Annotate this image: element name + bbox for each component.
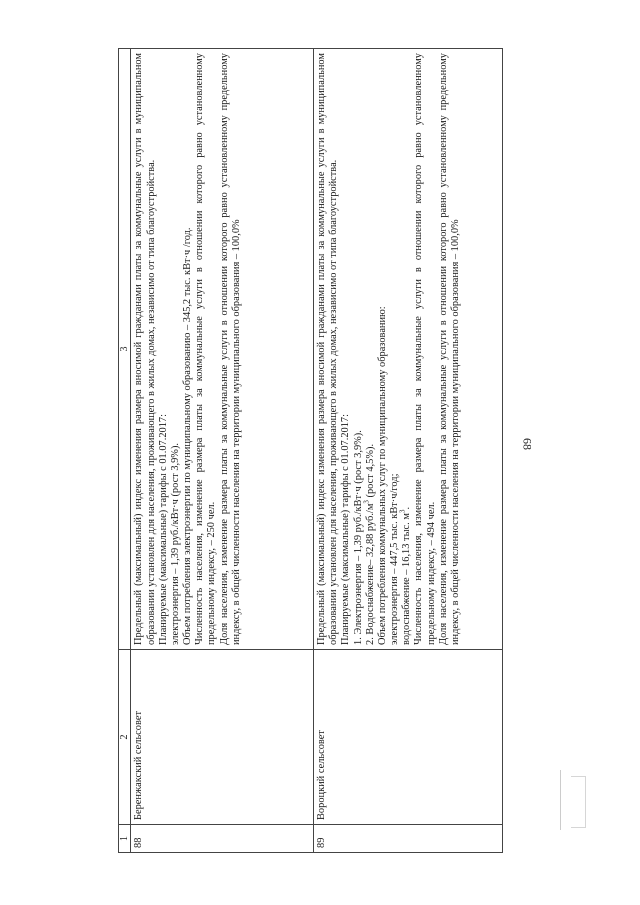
table-row	[131, 49, 314, 853]
row-text-line: Объем потребления коммунальных услуг по муниципальному образованию:	[376, 306, 388, 645]
row-description	[131, 49, 314, 650]
tariff-table	[118, 48, 503, 853]
row-text-line: электроэнергия – 1,39 руб./кВт·ч (рост 3,9%).	[169, 442, 181, 645]
header-col-3: 3	[119, 49, 131, 650]
row-text-line: Предельный (максимальный) индекс изменения размера вносимой гражданами платы за коммунальные услуги в муниципальном образовании установлен для населения, проживающего в жилых домах, независимо от типа благоустройства.	[133, 53, 157, 645]
scan-artifact	[560, 770, 561, 830]
water-tariff: 2. Водоснабжение– 32,88 руб./м	[364, 503, 376, 645]
row-text-line: электроэнергия – 447,5 тыс. кВт·ч/год;	[389, 473, 401, 645]
rotated-table-area	[118, 48, 503, 853]
cubic-superscript: 3	[398, 509, 407, 514]
row-text-line: Объем потребления электроэнергии по муниципальному образованию – 345,2 тыс. кВт·ч /год.	[182, 227, 194, 645]
row-text-line: Предельный (максимальный) индекс изменения размера вносимой гражданами платы за коммунальные услуги в муниципальном образовании установлен для населения, проживающего в жилых домах, независимо от типа благоустройства.	[316, 53, 340, 645]
row-text-line: Доля населения, изменение размера платы за коммунальные услуги в отношении которого равно установленному предельному индексу, в общей численности населения на территории муниципального образования – 100,0%	[218, 53, 242, 645]
row-text-line: 1. Электроэнергия – 1,39 руб./кВт·ч (рост 3,9%).	[352, 430, 364, 645]
header-col-2: 2	[119, 650, 131, 825]
header-col-1: 1	[119, 825, 131, 853]
scan-artifact	[571, 776, 586, 828]
row-text-line: Планируемые (максимальные) тарифы с 01.07.2017:	[157, 414, 169, 645]
row-text-line: Планируемые (максимальные) тарифы с 01.07.2017:	[340, 414, 352, 645]
row-number: 88	[131, 825, 314, 853]
row-text-line: Численность населения, изменение размера платы за коммунальные услуги в отношении которого равно установленному предельному индексу, – 250 чел.	[194, 53, 218, 645]
water-tariff-growth: (рост 4,5%).	[364, 443, 376, 501]
page-number: 68	[520, 438, 535, 450]
table-row	[314, 49, 503, 853]
row-text-line: Численность населения, изменение размера платы за коммунальные услуги в отношении которого равно установленному предельному индексу, – 494 чел.	[413, 53, 437, 645]
cubic-superscript: 3	[362, 500, 371, 504]
water-volume-tail: .	[401, 506, 413, 510]
row-number: 89	[314, 825, 503, 853]
table-header-row	[119, 49, 131, 853]
row-description	[314, 49, 503, 650]
water-volume: водоснабжение – 16,13 тыс. м	[401, 513, 413, 645]
municipality-name: Беренжакский сельсовет	[131, 650, 314, 825]
municipality-name: Вороцкий сельсовет	[314, 650, 503, 825]
row-text-line	[398, 53, 413, 645]
row-text-line: Доля населения, изменение размера платы за коммунальные услуги в отношении которого равно установленному предельному индексу, в общей численности населения на территории муниципального образования – 100,0%	[437, 53, 461, 645]
row-text-line	[362, 53, 377, 645]
